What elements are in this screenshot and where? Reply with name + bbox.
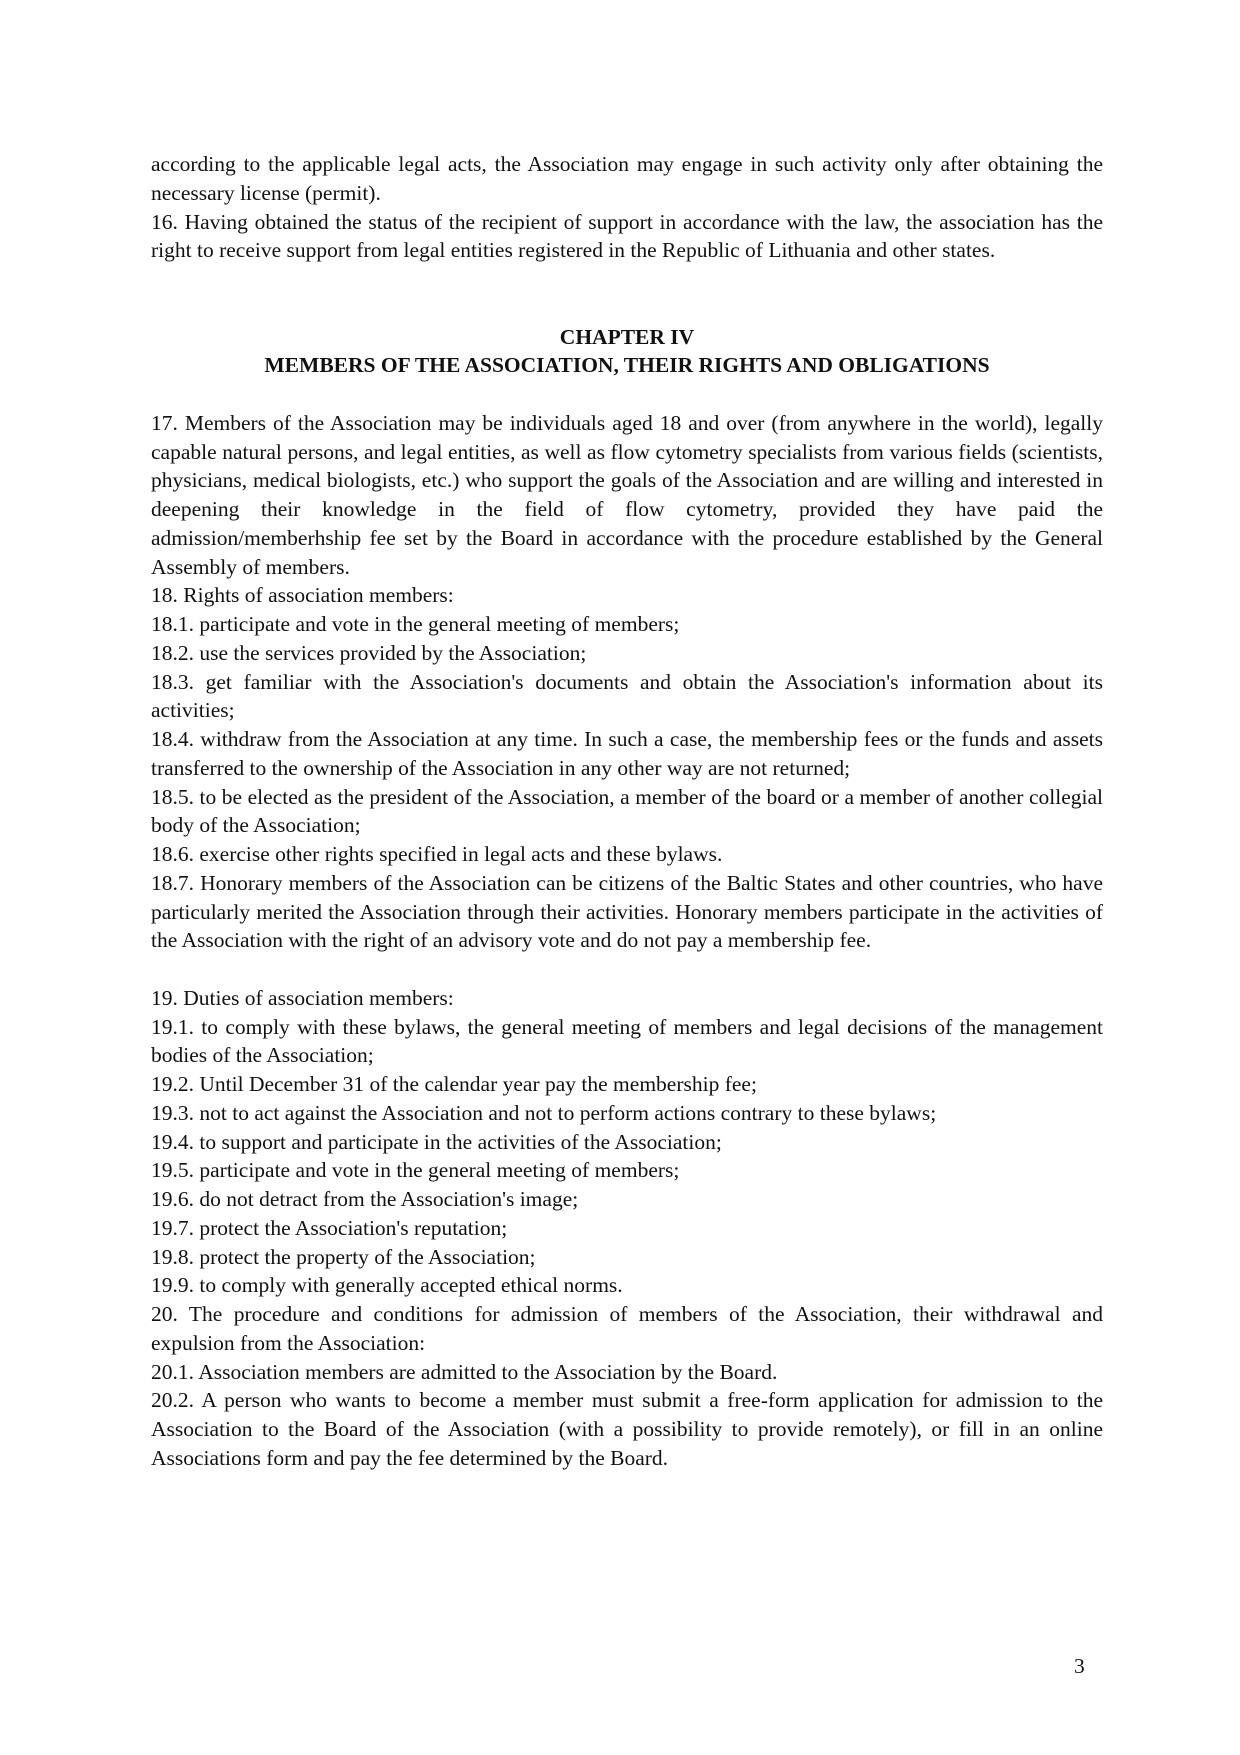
chapter-number: CHAPTER IV (559, 324, 695, 349)
paragraph-19: 19. Duties of association members: (151, 985, 454, 1010)
paragraph-18-6: 18.6. exercise other rights specified in legal acts and these bylaws. (151, 842, 723, 866)
paragraph-19-3: 19.3. not to act against the Association and not to perform actions contrary to these bylaws; (151, 1100, 937, 1125)
paragraph-20-2: 20.2. A person who wants to become a member must submit a free-form application for admission to the Association to the Board of the Association (with a possibility to provide remotely), or fill in an online Associations form and pay the fee determined by the Board. (151, 1388, 1103, 1470)
paragraph-20: 20. The procedure and conditions for admission of members of the Association, their withdrawal and expulsion from the Association: (151, 1302, 1103, 1355)
paragraph-16: 16. Having obtained the status of the recipient of support in accordance with the law, the association has the right to receive support from legal entities registered in the Republic of Lithuania and other states. (151, 209, 1103, 263)
paragraph-19-9: 19.9. to comply with generally accepted ethical norms. (151, 1273, 623, 1298)
paragraph-18: 18. Rights of association members: (151, 583, 454, 608)
paragraph-20-1: 20.1. Association members are admitted to the Association by the Board. (151, 1359, 778, 1384)
paragraph-18-7: 18.7. Honorary members of the Association can be citizens of the Baltic States and other countries, who have particularly merited the Association through their activities. Honorary members participate in the activities of the Association with the right of an advisory vote and do not pay a membership fee. (151, 870, 1103, 953)
paragraph-18-3: 18.3. get familiar with the Association's documents and obtain the Association's information about its activities; (151, 669, 1103, 723)
paragraph-19-1: 19.1. to comply with these bylaws, the general meeting of members and legal decisions of the management bodies of the Association; (151, 1014, 1103, 1068)
paragraph-18-2: 18.2. use the services provided by the Association; (151, 640, 587, 665)
paragraph-19-4: 19.4. to support and participate in the activities of the Association; (151, 1129, 722, 1154)
paragraph-19-8: 19.8. protect the property of the Association; (151, 1244, 536, 1269)
paragraph-18-4: 18.4. withdraw from the Association at any time. In such a case, the membership fees or the funds and assets transferred to the ownership of the Association in any other way are not returned; (151, 727, 1103, 780)
paragraph-19-2: 19.2. Until December 31 of the calendar year pay the membership fee; (151, 1072, 757, 1096)
chapter-title: MEMBERS OF THE ASSOCIATION, THEIR RIGHTS AND OBLIGATIONS (264, 353, 990, 378)
paragraph-19-7: 19.7. protect the Association's reputation; (151, 1215, 508, 1240)
paragraph-18-5: 18.5. to be elected as the president of the Association, a member of the board or a member of another collegial body of the Association; (151, 784, 1103, 838)
paragraph-15-continued: according to the applicable legal acts, the Association may engage in such activity only after obtaining the necessary license (permit). (151, 152, 1103, 205)
document-page (151, 150, 1103, 1473)
paragraph-19-6: 19.6. do not detract from the Association's image; (151, 1187, 579, 1211)
paragraph-18-1: 18.1. participate and vote in the general meeting of members; (151, 612, 680, 636)
paragraph-19-5: 19.5. participate and vote in the general meeting of members; (151, 1158, 680, 1183)
page-number: 3 (1074, 1654, 1085, 1678)
paragraph-17: 17. Members of the Association may be individuals aged 18 and over (from anywhere in the world), legally capable natural persons, and legal entities, as well as flow cytometry specialists from various fields (scientists, physicians, medical biologists, etc.) who support the goals of the Association and are willing and interested in deepening their knowledge in the field of flow cytometry, provided they have paid the admission/memberhship fee set by the Board in accordance with the procedure established by the General Assembly of members. (151, 410, 1103, 579)
